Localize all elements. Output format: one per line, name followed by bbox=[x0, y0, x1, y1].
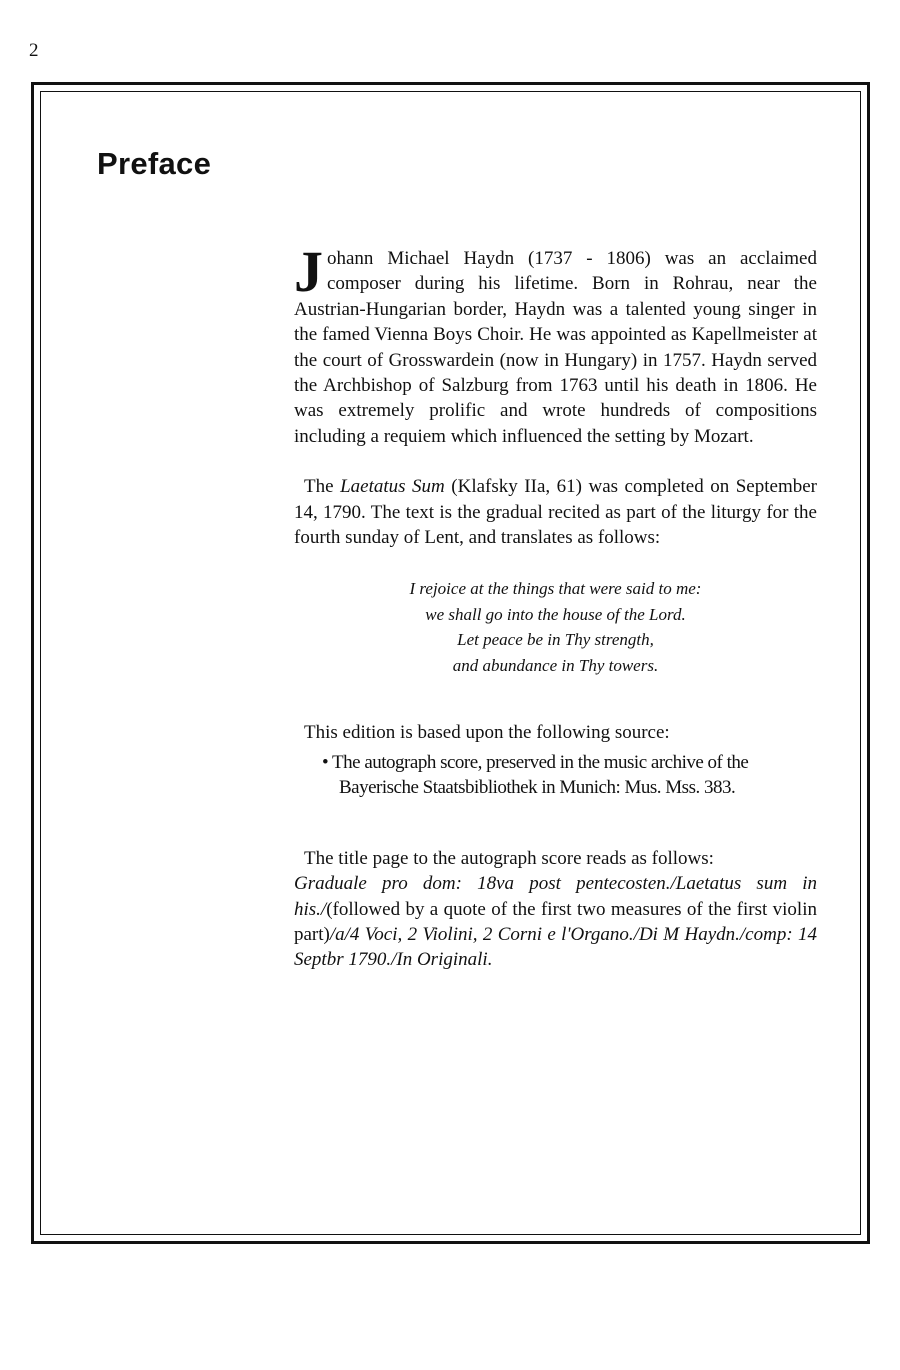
intro-paragraph bbox=[294, 239, 817, 449]
page-title: Preface bbox=[97, 146, 212, 181]
title-page-intro: The title page to the autograph score reads as follows: bbox=[304, 847, 714, 869]
source-bullet: • The autograph score, preserved in the music archive of the Bayerische Staatsbibliothek in Munich: Mus. Mss. 383. bbox=[322, 751, 749, 799]
title-page-paragraph bbox=[294, 846, 817, 973]
laetatus-rest: (Klafsky IIa, 61) was completed on September 14, 1790. The text is the gradual recited as part of the liturgy for the fourth sunday of Lent, and translates as follows: bbox=[294, 476, 817, 549]
preface-body bbox=[294, 239, 817, 973]
laetatus-title: Laetatus Sum bbox=[340, 476, 445, 498]
title-page-italic-1: Graduale pro dom: 18va post pentecosten./Laetatus sum in his./ bbox=[294, 873, 817, 920]
quote-line: I rejoice at the things that were said to me: bbox=[409, 579, 702, 599]
page-border-inner bbox=[40, 91, 861, 1235]
title-page-normal: (followed by a quote of the first two measures of the first violin part) bbox=[294, 898, 817, 945]
intro-text: ohann Michael Haydn (1737 - 1806) was an acclaimed composer during his lifetime. Born in Rohrau, near the Austrian-Hungarian border, Haydn was a talented young singer in the famed Vienna Boys Choir. He was appointed as Kapellmeister at the court of Grosswardein (now in Hungary) in 1757. Haydn served the Archbishop of Salzburg from 1763 until his death in 1806. He was extremely prolific and wrote hundreds of compositions including a requiem which influenced the setting by Mozart. bbox=[294, 248, 817, 447]
title-page-italic-2: /a/4 Voci, 2 Violini, 2 Corni e l'Organo./Di M Haydn./comp: 14 Septbr 1790./In Originali. bbox=[294, 923, 817, 971]
laetatus-lead: The bbox=[304, 476, 341, 498]
drop-cap: J bbox=[294, 239, 323, 304]
quote-line: and abundance in Thy towers. bbox=[452, 655, 659, 675]
gradual-quote bbox=[294, 576, 817, 678]
source-intro: This edition is based upon the following source: bbox=[304, 722, 670, 744]
page-border bbox=[31, 82, 870, 1244]
quote-line: Let peace be in Thy strength, bbox=[457, 630, 654, 650]
page-number: 2 bbox=[29, 40, 39, 61]
laetatus-paragraph bbox=[294, 474, 817, 550]
quote-line: we shall go into the house of the Lord. bbox=[425, 604, 686, 624]
